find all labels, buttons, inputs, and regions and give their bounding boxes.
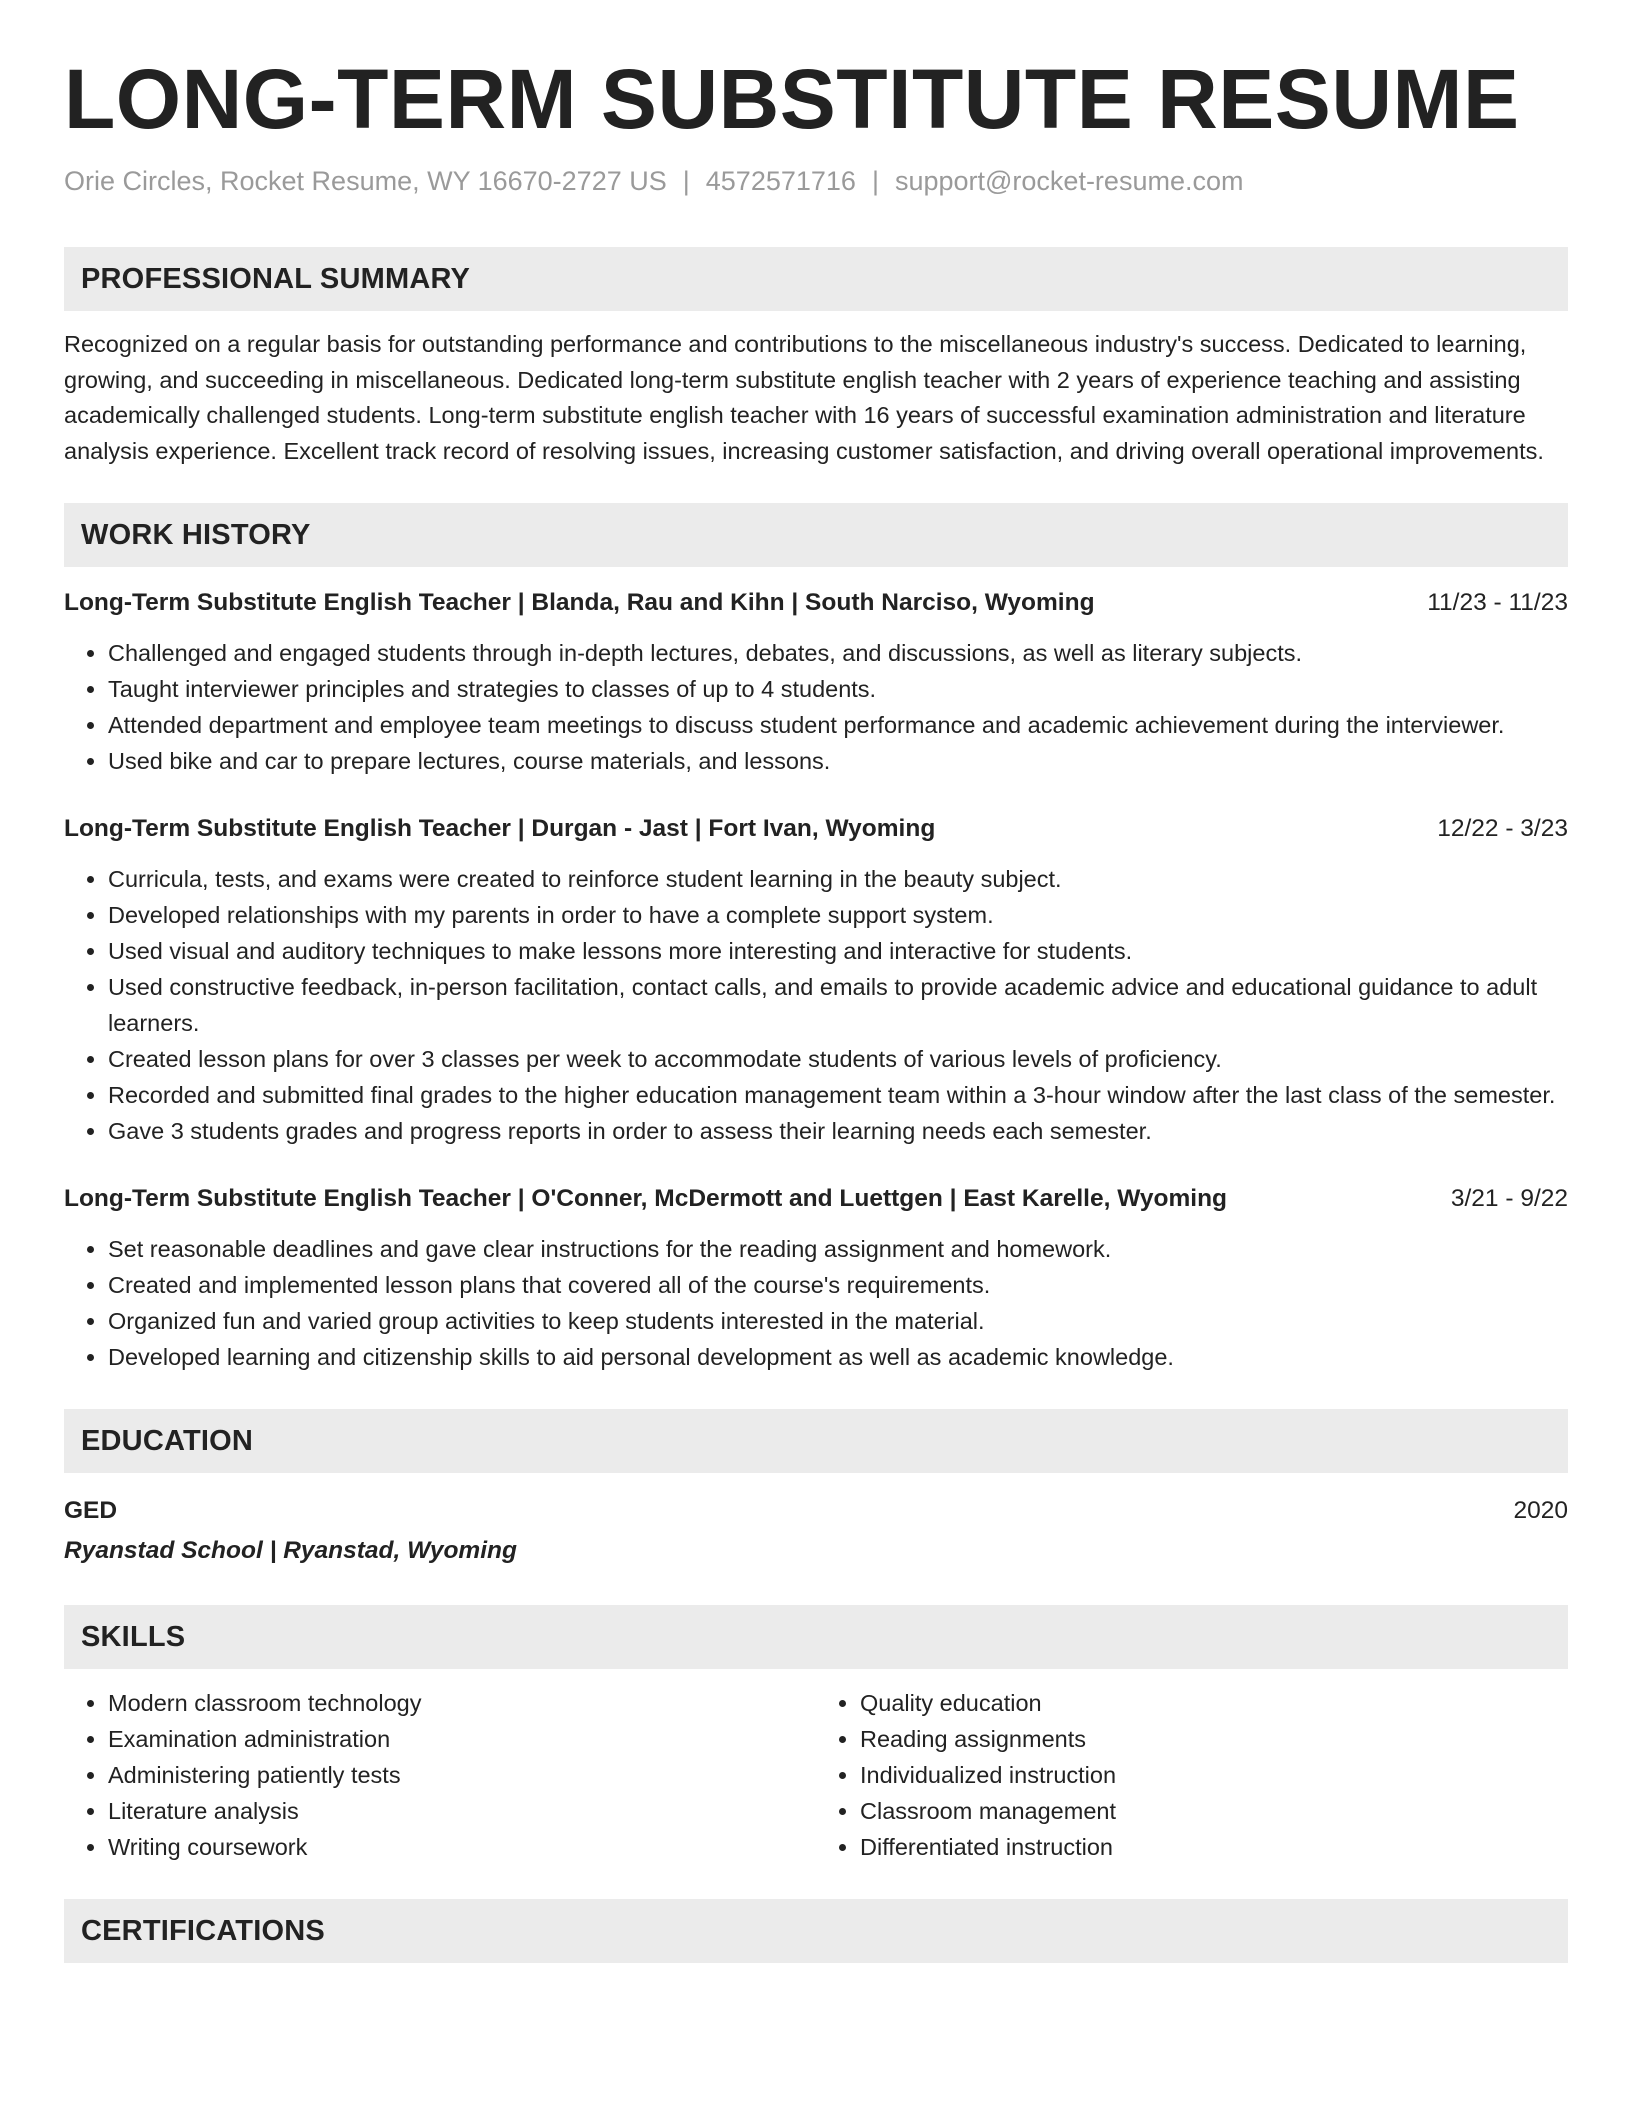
job-entry bbox=[64, 587, 1568, 779]
list-item: • Developed relationships with my parents in order to have a complete support system. bbox=[108, 897, 1568, 933]
list-item: • Created lesson plans for over 3 classes per week to accommodate students of various levels of proficiency. bbox=[108, 1041, 1568, 1077]
job-title: Long-Term Substitute English Teacher | Blanda, Rau and Kihn | South Narciso, Wyoming bbox=[64, 589, 1095, 617]
section-header-skills: SKILLS bbox=[64, 1605, 1568, 1669]
list-item: • Modern classroom technology bbox=[108, 1685, 816, 1721]
summary-text: Recognized on a regular basis for outstanding performance and contributions to the miscellaneous industry's success. Dedicated to learning, growing, and succeeding in miscellaneous. Dedicated long-term substitute english teacher with 2 years of experience teaching and assisting academically challenged students. Long-term substitute english teacher with 16 years of successful examination administration and literature analysis experience. Excellent track record of resolving issues, increasing customer satisfaction, and driving overall operational improvements. bbox=[64, 331, 1544, 464]
section-header-education: EDUCATION bbox=[64, 1409, 1568, 1473]
list-item: • Examination administration bbox=[108, 1721, 816, 1757]
list-item: • Taught interviewer principles and strategies to classes of up to 4 students. bbox=[108, 671, 1568, 707]
list-item: • Differentiated instruction bbox=[860, 1829, 1568, 1865]
contact-address: Orie Circles, Rocket Resume, WY 16670-2727 US bbox=[64, 166, 667, 197]
contact-separator: | bbox=[682, 166, 690, 197]
list-item: • Created and implemented lesson plans that covered all of the course's requirements. bbox=[108, 1267, 1568, 1303]
contact-phone: 4572571716 bbox=[705, 166, 856, 197]
job-bullets bbox=[64, 861, 1568, 1149]
list-item: • Recorded and submitted final grades to the higher education management team within a 3-hour window after the last class of the semester. bbox=[108, 1077, 1568, 1113]
list-item: • Curricula, tests, and exams were created to reinforce student learning in the beauty subject. bbox=[108, 861, 1568, 897]
job-entry bbox=[64, 813, 1568, 1149]
job-header bbox=[64, 587, 1568, 619]
job-dates: 11/23 - 11/23 bbox=[1427, 589, 1568, 617]
job-bullets bbox=[64, 635, 1568, 779]
education-school: Ryanstad School | Ryanstad, Wyoming bbox=[64, 1537, 517, 1565]
section-header-work-history: WORK HISTORY bbox=[64, 503, 1568, 567]
list-item: • Administering patiently tests bbox=[108, 1757, 816, 1793]
list-item: • Literature analysis bbox=[108, 1793, 816, 1829]
section-header-summary: PROFESSIONAL SUMMARY bbox=[64, 247, 1568, 311]
education-year: 2020 bbox=[1513, 1497, 1568, 1525]
list-item: • Reading assignments bbox=[860, 1721, 1568, 1757]
job-dates: 12/22 - 3/23 bbox=[1437, 815, 1568, 843]
list-item: • Used bike and car to prepare lectures, course materials, and lessons. bbox=[108, 743, 1568, 779]
job-entry bbox=[64, 1183, 1568, 1375]
job-header bbox=[64, 1183, 1568, 1215]
list-item: • Gave 3 students grades and progress reports in order to assess their learning needs each semester. bbox=[108, 1113, 1568, 1149]
list-item: • Set reasonable deadlines and gave clear instructions for the reading assignment and homework. bbox=[108, 1231, 1568, 1267]
list-item: • Used constructive feedback, in-person facilitation, contact calls, and emails to provide academic advice and educational guidance to adult learners. bbox=[108, 969, 1568, 1041]
list-item: • Used visual and auditory techniques to make lessons more interesting and interactive for students. bbox=[108, 933, 1568, 969]
education-header bbox=[64, 1491, 1568, 1531]
list-item: • Writing coursework bbox=[108, 1829, 816, 1865]
job-dates: 3/21 - 9/22 bbox=[1450, 1185, 1568, 1213]
job-title: Long-Term Substitute English Teacher | O'Conner, McDermott and Luettgen | East Karelle, Wyoming bbox=[64, 1185, 1228, 1213]
skills-column-left bbox=[64, 1685, 816, 1865]
list-item: • Classroom management bbox=[860, 1793, 1568, 1829]
contact-email[interactable]: support@rocket-resume.com bbox=[894, 166, 1244, 197]
list-item: • Challenged and engaged students through in-depth lectures, debates, and discussions, as well as literary subjects. bbox=[108, 635, 1568, 671]
list-item: • Developed learning and citizenship skills to aid personal development as well as academic knowledge. bbox=[108, 1339, 1568, 1375]
skills-column-right bbox=[816, 1685, 1568, 1865]
list-item: • Organized fun and varied group activities to keep students interested in the material. bbox=[108, 1303, 1568, 1339]
resume-title: LONG-TERM SUBSTITUTE RESUME bbox=[64, 52, 1520, 146]
list-item: • Attended department and employee team meetings to discuss student performance and academic achievement during the interviewer. bbox=[108, 707, 1568, 743]
job-bullets bbox=[64, 1231, 1568, 1375]
contact-separator: | bbox=[871, 166, 879, 197]
list-item: • Individualized instruction bbox=[860, 1757, 1568, 1793]
job-title: Long-Term Substitute English Teacher | Durgan - Jast | Fort Ivan, Wyoming bbox=[64, 815, 936, 843]
contact-line bbox=[64, 166, 1568, 197]
job-header bbox=[64, 813, 1568, 845]
list-item: • Quality education bbox=[860, 1685, 1568, 1721]
skills-list bbox=[64, 1685, 1568, 1865]
education-degree: GED bbox=[64, 1497, 118, 1525]
section-header-certifications: CERTIFICATIONS bbox=[64, 1899, 1568, 1963]
